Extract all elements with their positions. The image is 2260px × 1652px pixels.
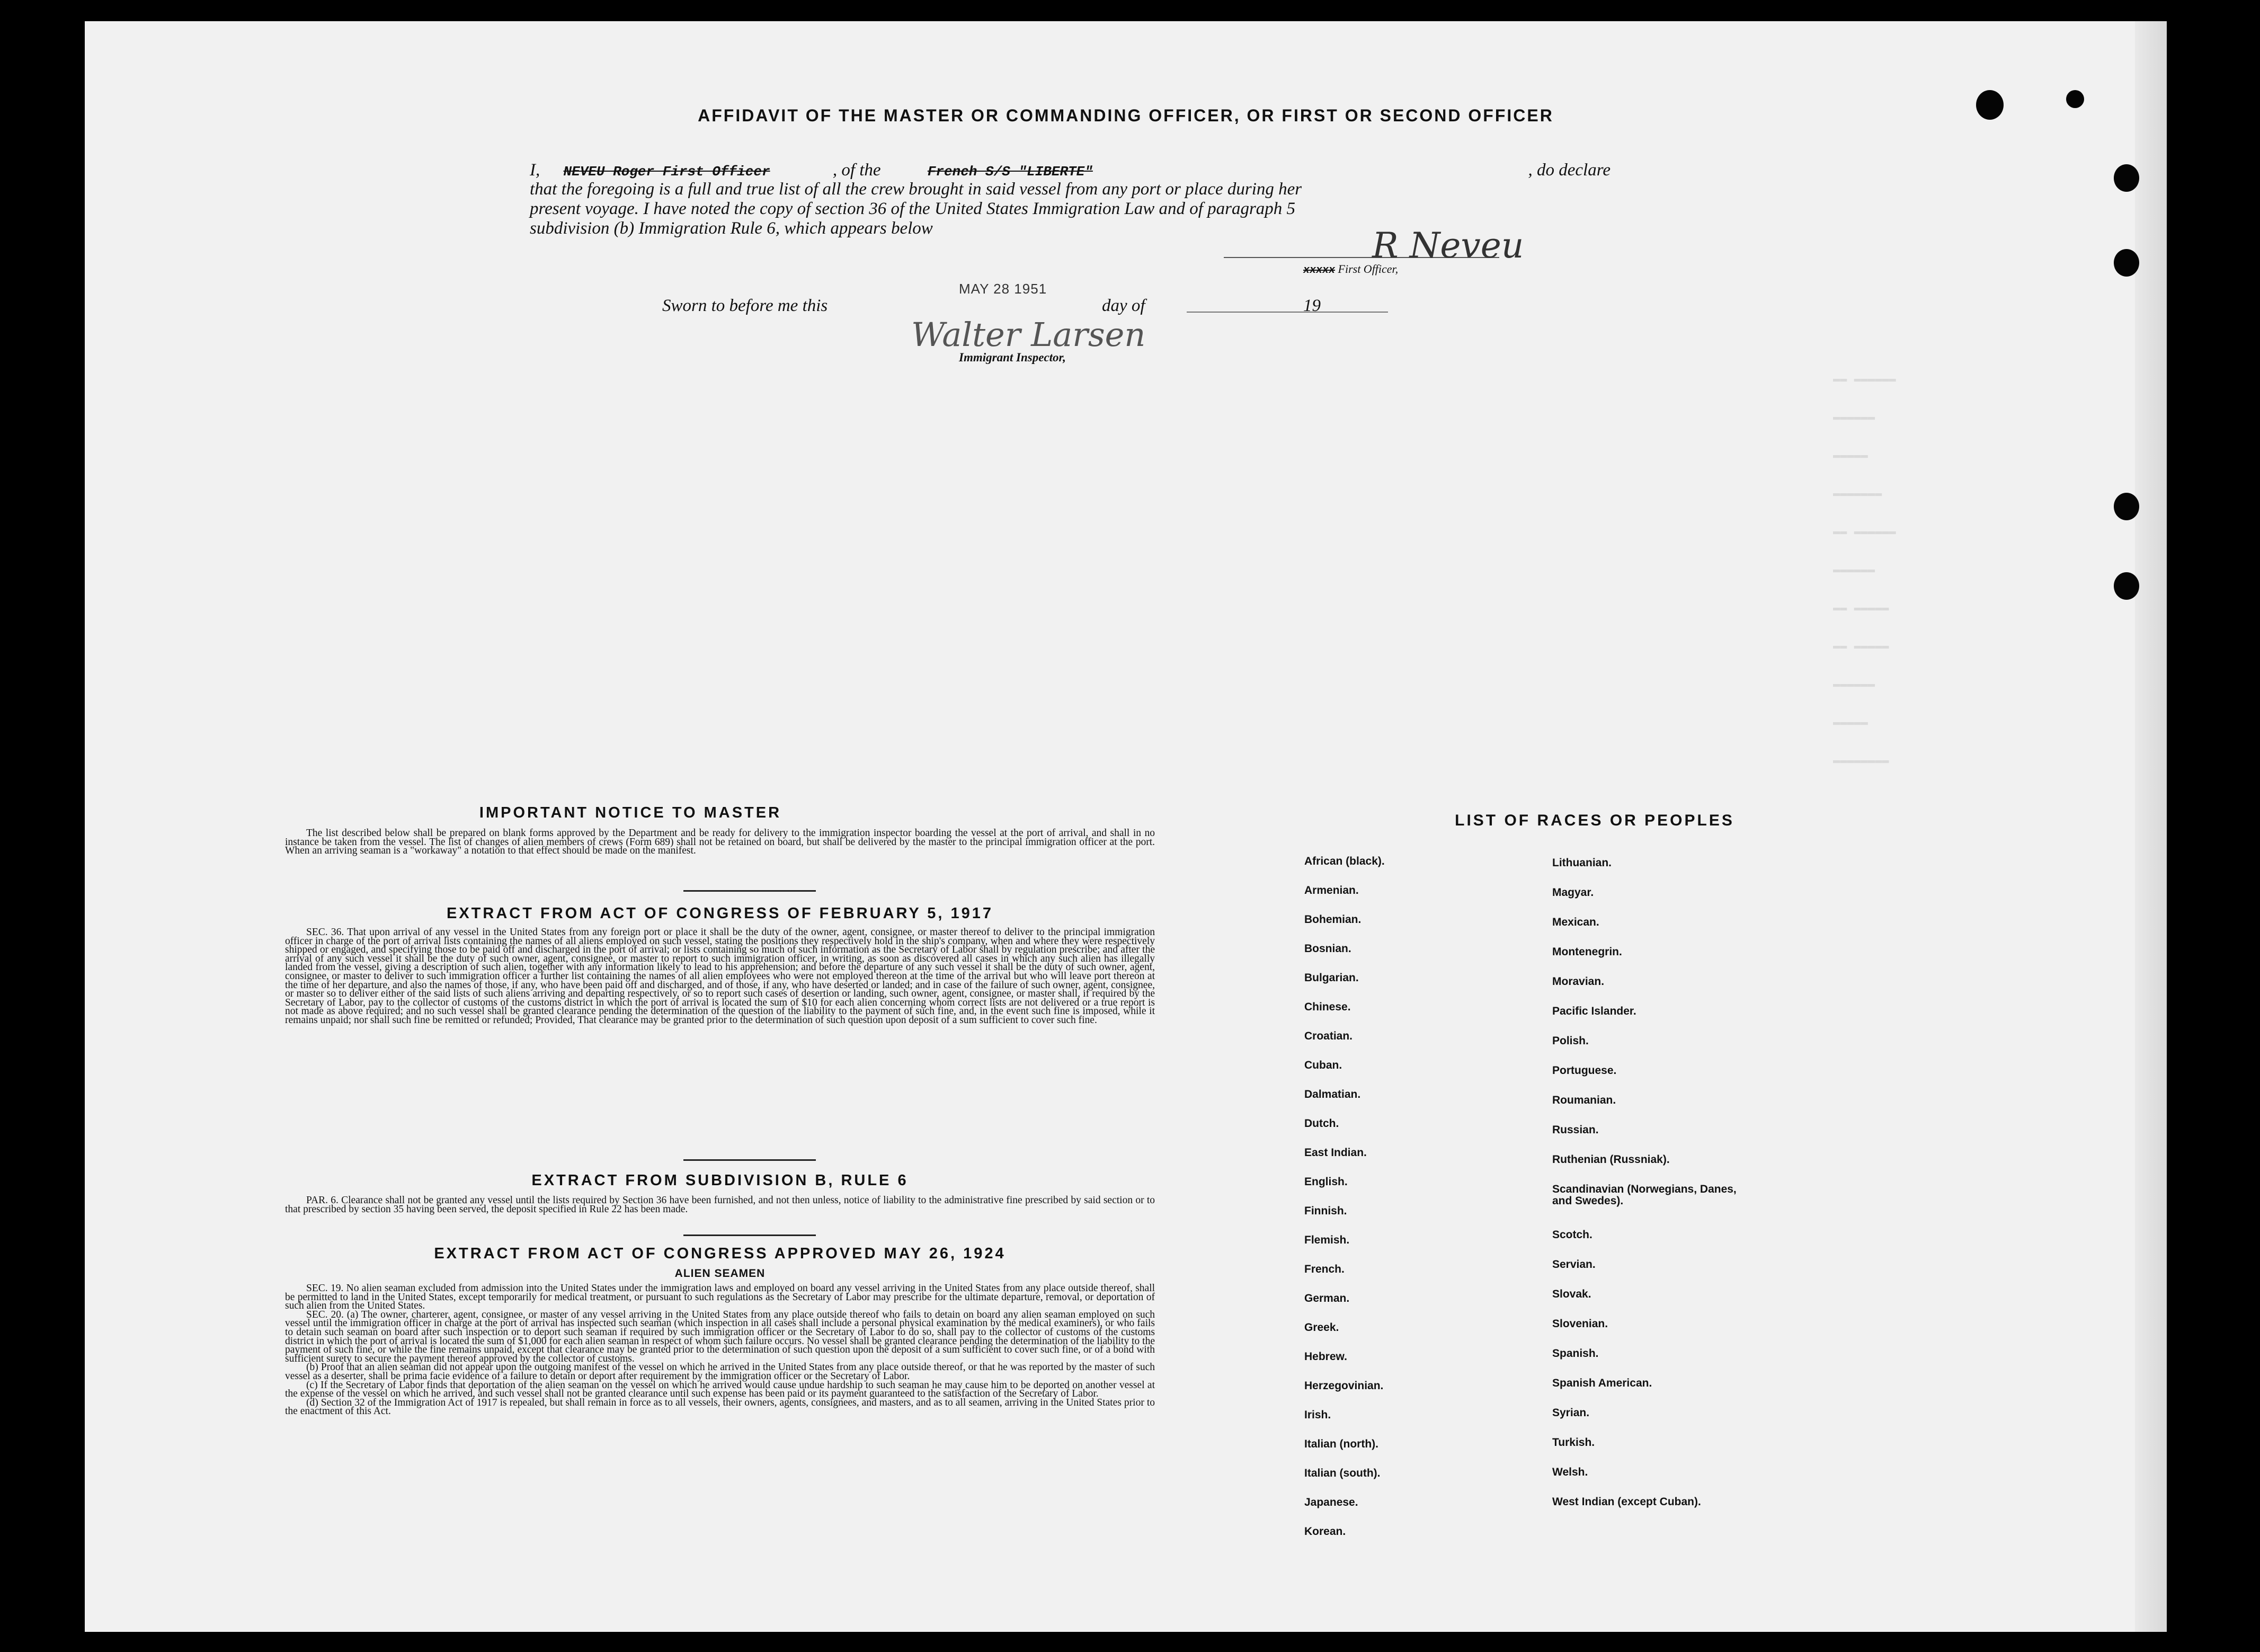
race-item: Bohemian. <box>1304 913 1362 926</box>
race-item: Slovenian. <box>1552 1318 1608 1330</box>
race-item: Slovak. <box>1552 1288 1591 1300</box>
race-item: Mexican. <box>1552 916 1599 928</box>
race-item: Servian. <box>1552 1258 1596 1271</box>
act-1924-body <box>285 1284 1155 1416</box>
race-item: Scotch. <box>1552 1229 1592 1241</box>
declaration-line-2: that the foregoing is a full and true list of all the crew brought in said vessel from any port or place during her <box>530 180 1302 199</box>
race-item: Pacific Islander. <box>1552 1005 1636 1017</box>
race-item: Japanese. <box>1304 1496 1358 1508</box>
rule-6-text: PAR. 6. Clearance shall not be granted any vessel until the lists required by Section 36 have been furnished, and not then unless, notice of liability to the administrative fine prescribed by said section or to that prescribed by section 35 having been served, the deposit specified in Rule 22 has been made. <box>285 1195 1155 1215</box>
page-edge-shadow <box>2135 21 2167 1632</box>
race-item: Polish. <box>1552 1035 1589 1047</box>
alien-seamen-subheading: ALIEN SEAMEN <box>674 1267 766 1280</box>
officer-title-line <box>1303 262 1398 277</box>
race-item: Armenian. <box>1304 884 1359 896</box>
binder-hole <box>2114 572 2139 600</box>
race-item: East Indian. <box>1304 1147 1367 1159</box>
vessel-name-typed: French S/S "LIBERTE" <box>927 164 1093 180</box>
race-item: Croatian. <box>1304 1030 1353 1042</box>
officer-label: First Officer, <box>1338 262 1399 276</box>
sec-20-b-paragraph: (b) Proof that an alien seaman did not appear upon the outgoing manifest of the vessel on which he arrived in the United States from any place outside thereof, or that he was reported by the master of such vessel as a deserter, shall be prima facie evidence of a failure to detain or deport after requirement by the immigration officer or the Secretary of Labor. <box>285 1362 1155 1382</box>
declaration-prefix: I, <box>530 161 540 180</box>
rule-6-heading: EXTRACT FROM SUBDIVISION B, RULE 6 <box>531 1172 909 1189</box>
sec-20-paragraph: SEC. 20. (a) The owner, charterer, agent, consignee, or master of any vessel arriving in the United States from any place outside thereof who fails to detain on board any alien seaman employed on such vessel until the immigration officer in charge at the port of arrival has inspected such seaman (which inspection in all cases shall include a personal physical examination by the medical examiners), or who fails to detain such seaman on board after such inspection or to deport such seaman if required by such immigration officer or the Secretary of Labor to do so, shall pay to the collector of customs of the customs district in which the port of arrival is located the sum of $1,000 for each alien seaman in respect of whom such failure occurs. No vessel shall be granted clearance pending the determination of the liability to the payment of such fine, or while the fine remains unpaid, except that clearance may be granted prior to the determination of such question upon the deposit of a sum sufficient to cover such fine, or of a bond with sufficient surety to secure the payment thereof approved by the collector of customs. <box>285 1309 1155 1364</box>
declaration-line-4: subdivision (b) Immigration Rule 6, which appears below <box>530 219 933 238</box>
act-1917-text: SEC. 36. That upon arrival of any vessel in the United States from any foreign port or place it shall be the duty of the owner, agent, consignee, or master thereof to deliver to the principal immigration officer in charge of the port of arrival lists containing the names of all aliens employed on such vessel, stating the positions they respectively hold in the ship's company, when and where they were respectively shipped or engaged, and specifying those to be paid off and discharged in the port of arrival; or lists containing so much of such information as the Secretary of Labor shall by regulation prescribe; and after the arrival of any such vessel it shall be the duty of such owner, agent, consignee, or master to report to such immigration officer, in writing, as soon as discovered all cases in which any such alien has illegally landed from the vessel, giving a description of such alien, together with any information likely to lead to his apprehension; and before the departure of any such vessel it shall be the duty of such owner, agent, consignee, or master to deliver to such immigration officer a further list containing the names of all alien employees who were not employed thereon at the time of the arrival but who will leave port thereon at the time of her departure, and also the names of those, if any, who have been paid off and discharged, and of those, if any, who have deserted or landed; and in case of the failure of such owner, agent, consignee, or master so to deliver either of the said lists of such aliens arriving and departing respectively, or so to report such cases of desertion or landing, such owner, agent, consignee, or master shall, if required by the Secretary of Labor, pay to the collector of customs of the customs district in which the port of arrival is located the sum of $10 for each alien concerning whom correct lists are not delivered or a true report is not made as above required; and no such vessel shall be granted clearance pending the determination of the question of the liability to the payment of such fine, and, in the event such fine is imposed, while it remains unpaid; nor shall such fine be remitted or refunded; Provided, That clearance may be granted prior to the determination of such question upon deposit of a sum sufficient to cover such fine. <box>285 927 1155 1026</box>
divider <box>683 1159 816 1161</box>
race-item: Hebrew. <box>1304 1351 1347 1363</box>
divider <box>683 890 816 892</box>
race-item: Flemish. <box>1304 1234 1350 1246</box>
race-item: Bosnian. <box>1304 943 1351 955</box>
inspector-signature: Walter Larsen <box>911 315 1146 354</box>
race-item: Scandinavian (Norwegians, Danes, and Swedes). <box>1552 1183 1737 1207</box>
race-item: Italian (north). <box>1304 1438 1378 1450</box>
declaration-of-the: , of the <box>832 161 881 180</box>
date-stamp: MAY 28 1951 <box>959 281 1047 297</box>
race-item: Dutch. <box>1304 1117 1339 1130</box>
sworn-day-of: day of <box>1102 296 1145 315</box>
affidavit-title: AFFIDAVIT OF THE MASTER OR COMMANDING OFFICER, OR FIRST OR SECOND OFFICER <box>698 106 1554 125</box>
race-item: Herzegovinian. <box>1304 1380 1384 1392</box>
race-item: Spanish. <box>1552 1347 1599 1360</box>
race-item: Russian. <box>1552 1124 1599 1136</box>
race-item: Moravian. <box>1552 975 1605 988</box>
document-page <box>85 21 2167 1632</box>
race-item: Italian (south). <box>1304 1467 1381 1479</box>
race-item: Finnish. <box>1304 1205 1347 1217</box>
race-item: Spanish American. <box>1552 1377 1652 1389</box>
race-item: German. <box>1304 1292 1350 1304</box>
race-item: Lithuanian. <box>1552 857 1612 869</box>
race-item: Turkish. <box>1552 1436 1595 1449</box>
race-item: Magyar. <box>1552 886 1594 899</box>
divider <box>683 1234 816 1236</box>
race-item: Ruthenian (Russniak). <box>1552 1153 1670 1166</box>
race-item: Korean. <box>1304 1525 1346 1538</box>
notice-text: The list described below shall be prepared on blank forms approved by the Department and be ready for delivery to the immigration inspector boarding the vessel at the port of arrival, and shall in no instance be taken from the vessel. The list of changes of alien members of crews (Form 689) shall not be retained on board, but shall be delivered by the master to the principal immigration officer at the port. When an arriving seaman is a "workaway" a notation to that effect should be made on the manifest. <box>285 828 1155 857</box>
race-item: Montenegrin. <box>1552 946 1622 958</box>
binder-hole <box>2066 90 2084 108</box>
race-item: French. <box>1304 1263 1345 1275</box>
sec-19-paragraph: SEC. 19. No alien seaman excluded from admission into the United States under the immigration laws and employed on board any vessel arriving in the United States from any place outside thereof, shall be permitted to land in the United States, except temporarily for medical treatment, or pursuant to such regulations as the Secretary of Labor may prescribe for the ultimate departure, removal, or deportation of such alien from the United States. <box>285 1283 1155 1312</box>
act-1917-heading: EXTRACT FROM ACT OF CONGRESS OF FEBRUARY 5, 1917 <box>446 905 994 922</box>
sworn-text: Sworn to before me this <box>662 296 828 315</box>
race-item: Chinese. <box>1304 1001 1351 1013</box>
race-item: Syrian. <box>1552 1407 1590 1419</box>
declaration-suffix: , do declare <box>1528 161 1611 180</box>
race-item: West Indian (except Cuban). <box>1552 1496 1701 1508</box>
bleed-through-texture: ▬▬ ▬▬▬▬▬▬ ▬▬▬▬▬▬ ▬▬▬▬▬ ▬▬▬▬▬▬▬ ▬▬ ▬▬▬▬▬▬ ▬▬▬▬▬▬ ▬▬ ▬▬▬▬▬ ▬▬ ▬▬▬▬▬ ▬▬▬▬▬▬ ▬▬▬▬▬ ▬▬▬▬▬▬▬▬ <box>1833 372 1896 767</box>
officer-name-typed: NEVEU Roger First Officer <box>563 164 770 180</box>
notice-heading: IMPORTANT NOTICE TO MASTER <box>479 804 782 821</box>
inspector-label: Immigrant Inspector, <box>959 351 1066 364</box>
race-item: African (black). <box>1304 855 1385 867</box>
officer-signature: R Neveu <box>1372 225 1524 266</box>
races-heading: LIST OF RACES OR PEOPLES <box>1455 812 1734 829</box>
race-item: Portuguese. <box>1552 1064 1617 1077</box>
declaration-line-3: present voyage. I have noted the copy of section 36 of the United States Immigration Law and of paragraph 5 <box>530 199 1296 218</box>
sec-20-c-paragraph: (c) If the Secretary of Labor finds that deportation of the alien seaman on the vessel on which he arrived would cause undue hardship to such seaman he may cause him to be deported on another vessel at the expense of the vessel on which he arrived, and such vessel shall not be granted clearance until such expense has been paid or its payment guaranteed to the satisfaction of the Secretary of Labor. <box>285 1379 1155 1400</box>
declaration-line-1 <box>530 160 1611 182</box>
day-of-underline <box>1187 312 1388 313</box>
binder-hole <box>2114 249 2139 277</box>
race-item: Irish. <box>1304 1409 1331 1421</box>
sec-20-d-paragraph: (d) Section 32 of the Immigration Act of 1917 is repealed, but shall remain in force as to all vessels, their owners, agents, consignees, and masters, and as to all seamen, arriving in the United States prior to the enactment of this Act. <box>285 1397 1155 1417</box>
act-1924-heading: EXTRACT FROM ACT OF CONGRESS APPROVED MAY 26, 1924 <box>434 1245 1006 1262</box>
race-item: Welsh. <box>1552 1466 1588 1478</box>
race-item: English. <box>1304 1176 1348 1188</box>
sworn-year: 19 <box>1303 296 1321 315</box>
binder-hole <box>2114 164 2139 192</box>
binder-hole <box>2114 493 2139 520</box>
race-item: Greek. <box>1304 1321 1339 1334</box>
race-item: Roumanian. <box>1552 1094 1616 1106</box>
race-item: Bulgarian. <box>1304 972 1359 984</box>
race-item: Dalmatian. <box>1304 1088 1361 1100</box>
struck-title: xxxxx <box>1303 264 1336 277</box>
race-item: Cuban. <box>1304 1059 1342 1071</box>
